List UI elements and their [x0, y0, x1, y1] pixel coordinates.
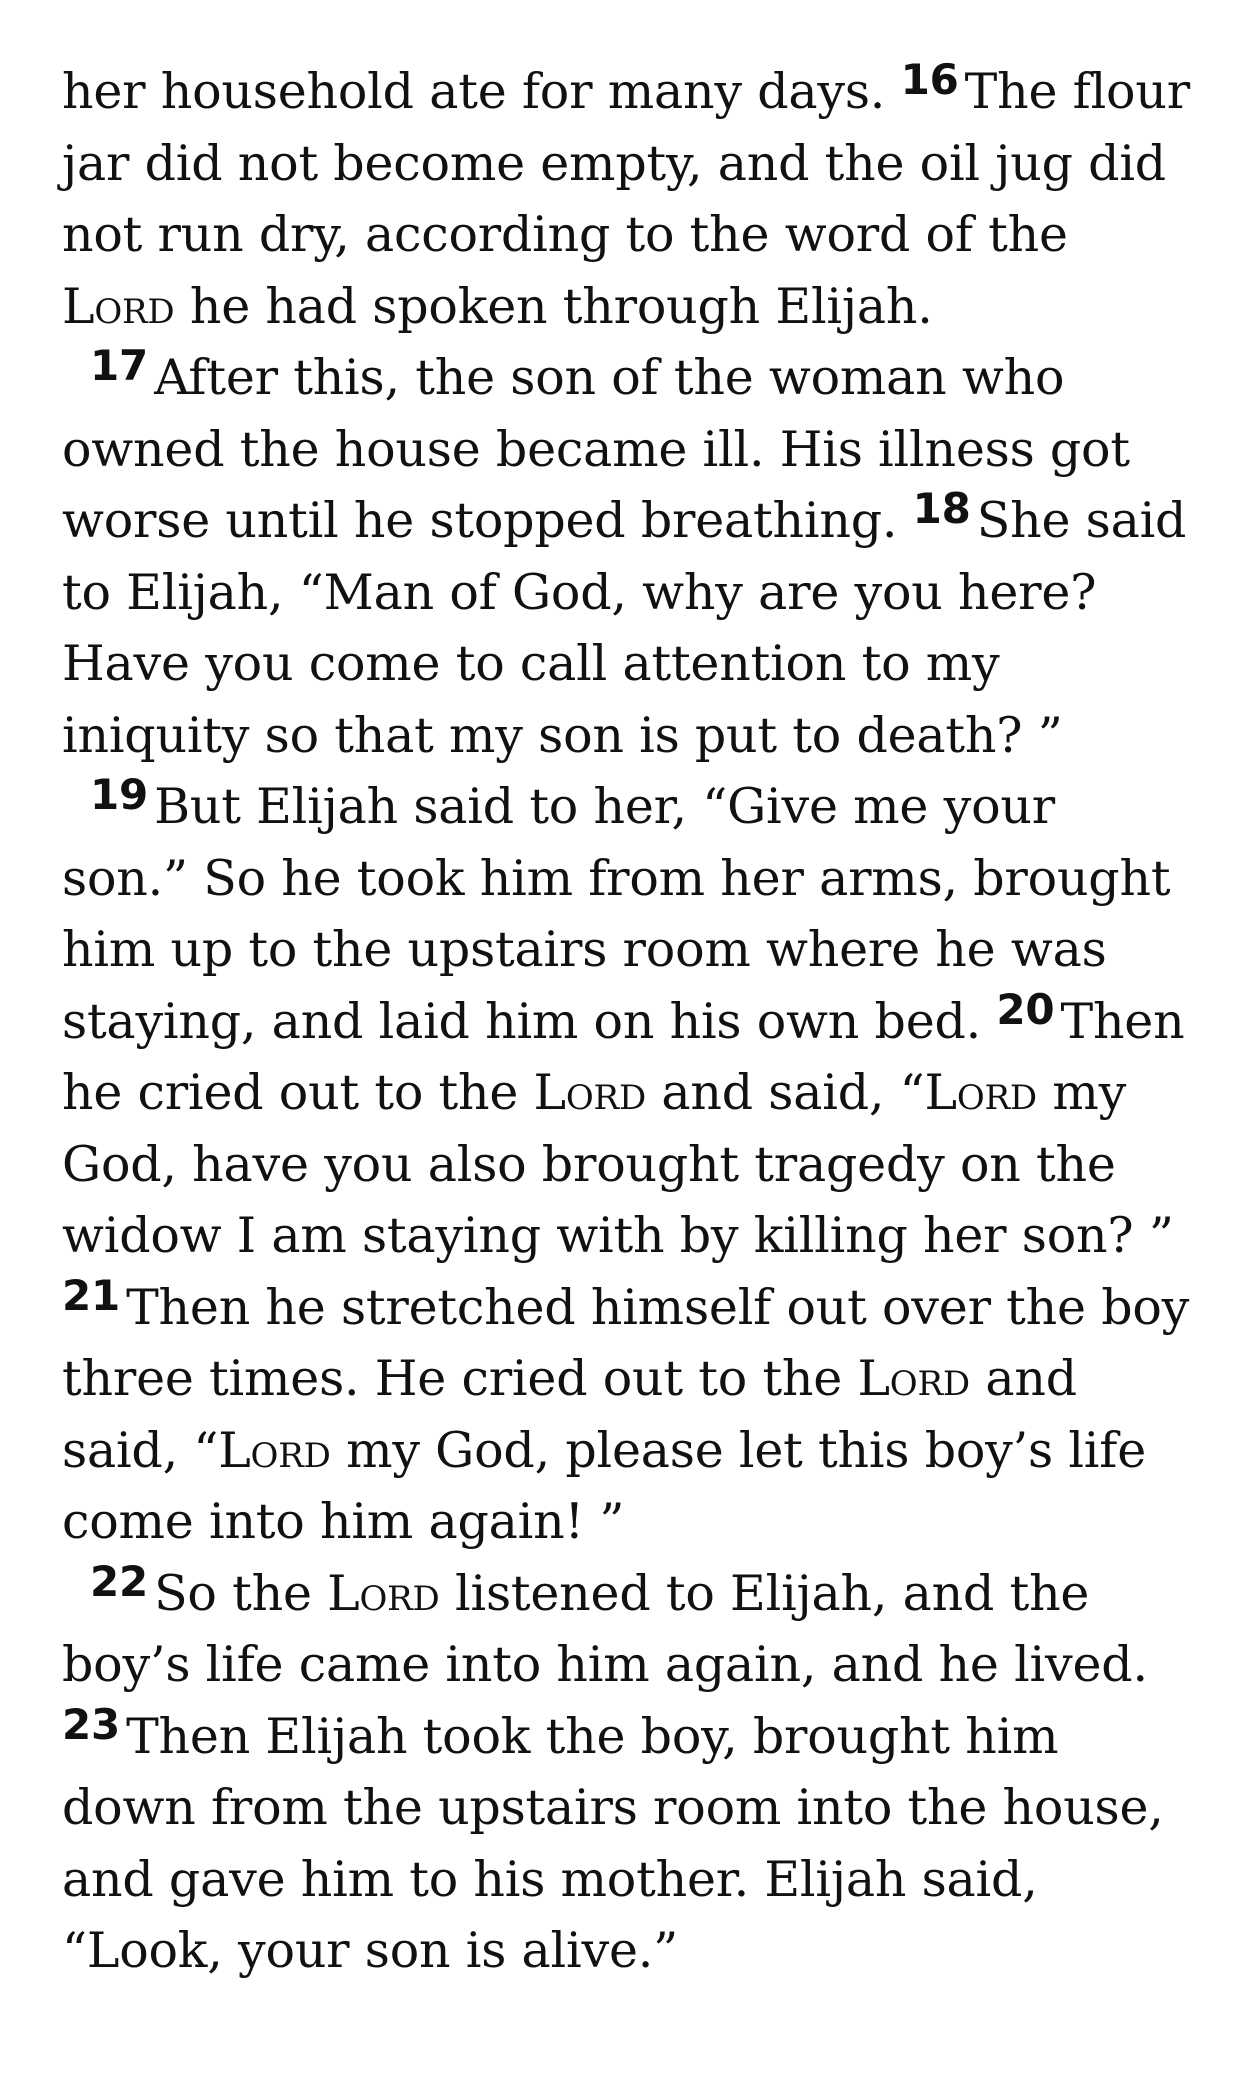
- verse-number: 21: [62, 1270, 121, 1320]
- divine-name: Lord: [533, 1064, 647, 1121]
- verse-text: he had spoken through Elijah.: [174, 277, 933, 335]
- verse-text: my God, please let this boy’s life come into him again! ”: [62, 1421, 1147, 1550]
- verse-number: 17: [90, 341, 149, 390]
- verse-text: and said, “: [646, 1064, 925, 1121]
- divine-name: Lord: [218, 1421, 331, 1479]
- verse-text: But Elijah said to her, “Give me your son.” So he took him from her arms, brought him up to the upstairs room where he was staying, and laid him on his own bed.: [62, 778, 1171, 1050]
- verse-text: her household ate for many days.: [62, 63, 901, 120]
- divine-name: Lord: [857, 1350, 970, 1407]
- paragraph: [62, 342, 1192, 771]
- paragraph: [62, 56, 1192, 342]
- verse-text: listened to Elijah, and the boy’s life came into him again, and he lived.: [62, 1564, 1148, 1693]
- verse-text: The flour jar did not become empty, and the oil jug did not run dry, according to the word of the: [62, 63, 1190, 263]
- verse-number: 16: [900, 55, 959, 104]
- verse-number: 18: [912, 484, 971, 533]
- divine-name: Lord: [327, 1564, 440, 1622]
- paragraph: [62, 771, 1192, 1558]
- divine-name: Lord: [924, 1064, 1037, 1121]
- verse-number: 20: [996, 984, 1055, 1034]
- verse-text: After this, the son of the woman who owned the house became ill. His illness got worse until he stopped breathing.: [62, 349, 1130, 549]
- verse-text: Then he cried out to the: [62, 992, 1185, 1121]
- paragraph: [62, 1558, 1192, 1987]
- scripture-text: [62, 56, 1192, 1987]
- verse-number: 23: [62, 1699, 121, 1749]
- verse-number: 22: [90, 1556, 149, 1606]
- verse-text: and said, “: [62, 1350, 1077, 1479]
- verse-text: Then he stretched himself out over the boy three times. He cried out to the: [62, 1278, 1190, 1407]
- verse-text: So the: [154, 1564, 328, 1622]
- divine-name: Lord: [62, 277, 175, 335]
- verse-text: my God, have you also brought tragedy on the widow I am staying with by killing her son? ”: [62, 1064, 1174, 1264]
- verse-text: She said to Elijah, “Man of God, why are you here? Have you come to call attention to my iniquity so that my son is put to death? ”: [62, 492, 1187, 764]
- verse-number: 19: [90, 770, 149, 819]
- verse-text: Then Elijah took the boy, brought him down from the upstairs room into the house, and gave him to his mother. Elijah said, “Look, your son is alive.”: [62, 1707, 1164, 1979]
